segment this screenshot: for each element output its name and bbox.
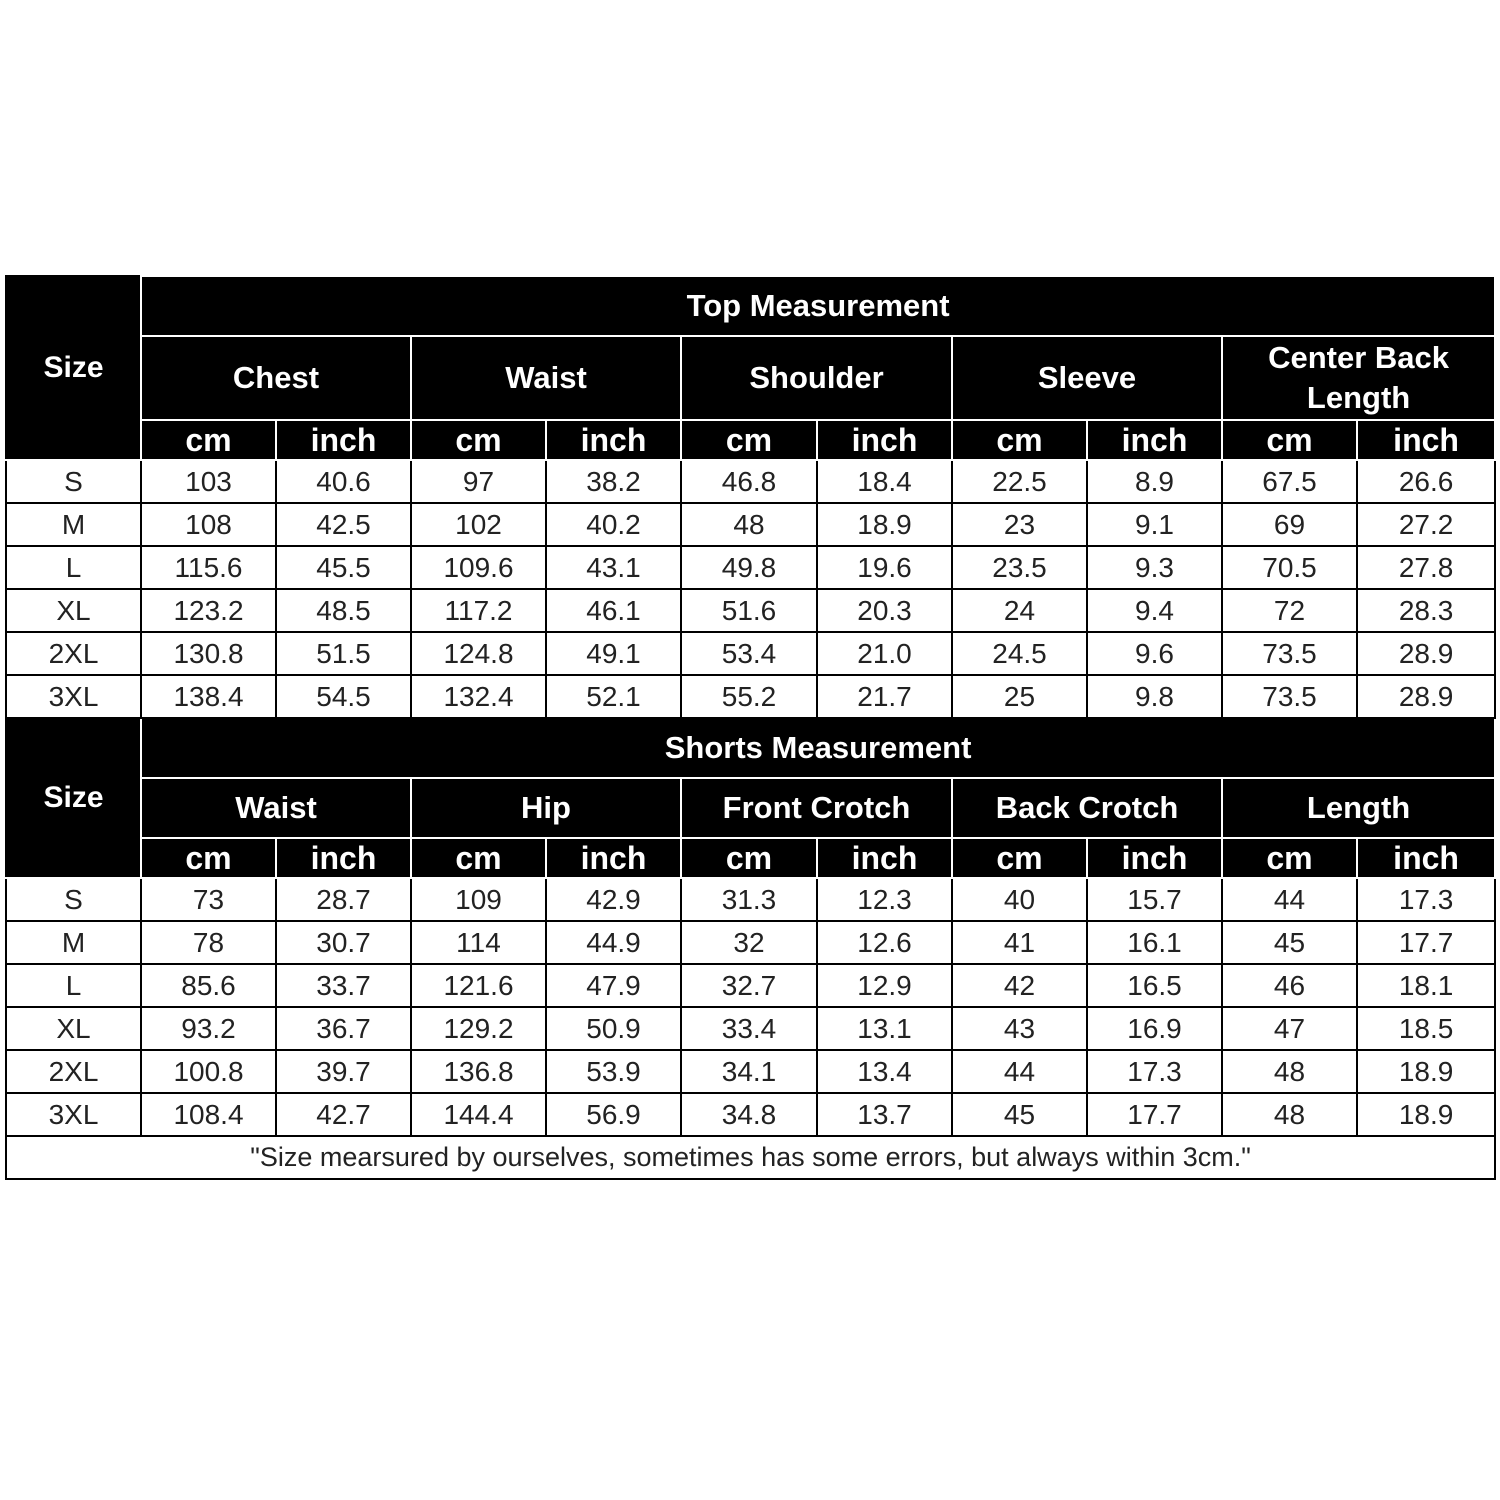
top-size-header: Size (6, 276, 141, 460)
value-cell: 93.2 (141, 1007, 276, 1050)
value-cell: 130.8 (141, 632, 276, 675)
value-cell: 49.8 (681, 546, 817, 589)
value-cell: 28.9 (1357, 675, 1495, 718)
top-measure-header: Chest (141, 336, 411, 420)
size-cell: XL (6, 589, 141, 632)
value-cell: 46 (1222, 964, 1357, 1007)
shorts-unit-header: inch (1357, 838, 1495, 878)
table-row (6, 1007, 1495, 1050)
value-cell: 44.9 (546, 921, 681, 964)
value-cell: 51.5 (276, 632, 411, 675)
value-cell: 115.6 (141, 546, 276, 589)
value-cell: 136.8 (411, 1050, 546, 1093)
value-cell: 42.9 (546, 878, 681, 921)
value-cell: 24 (952, 589, 1087, 632)
value-cell: 16.5 (1087, 964, 1222, 1007)
value-cell: 38.2 (546, 460, 681, 503)
value-cell: 44 (952, 1050, 1087, 1093)
value-cell: 28.9 (1357, 632, 1495, 675)
top-unit-header: cm (141, 420, 276, 460)
value-cell: 18.4 (817, 460, 952, 503)
size-chart-body (6, 276, 1495, 1179)
value-cell: 32 (681, 921, 817, 964)
top-unit-header: inch (1357, 420, 1495, 460)
value-cell: 21.0 (817, 632, 952, 675)
value-cell: 34.1 (681, 1050, 817, 1093)
value-cell: 45.5 (276, 546, 411, 589)
value-cell: 9.8 (1087, 675, 1222, 718)
table-row (6, 546, 1495, 589)
shorts-size-header: Size (6, 718, 141, 878)
table-row (6, 921, 1495, 964)
value-cell: 40.2 (546, 503, 681, 546)
top-title-row (6, 276, 1495, 336)
value-cell: 36.7 (276, 1007, 411, 1050)
value-cell: 48.5 (276, 589, 411, 632)
value-cell: 34.8 (681, 1093, 817, 1136)
value-cell: 9.1 (1087, 503, 1222, 546)
value-cell: 55.2 (681, 675, 817, 718)
value-cell: 109.6 (411, 546, 546, 589)
value-cell: 45 (952, 1093, 1087, 1136)
value-cell: 28.3 (1357, 589, 1495, 632)
value-cell: 26.6 (1357, 460, 1495, 503)
top-measure-header: Shoulder (681, 336, 952, 420)
shorts-unit-header: cm (681, 838, 817, 878)
size-cell: 2XL (6, 1050, 141, 1093)
shorts-unit-header: inch (276, 838, 411, 878)
value-cell: 48 (1222, 1050, 1357, 1093)
value-cell: 33.4 (681, 1007, 817, 1050)
value-cell: 40.6 (276, 460, 411, 503)
shorts-unit-header: cm (952, 838, 1087, 878)
shorts-unit-header: cm (411, 838, 546, 878)
value-cell: 117.2 (411, 589, 546, 632)
value-cell: 9.4 (1087, 589, 1222, 632)
size-cell: M (6, 503, 141, 546)
shorts-measure-header: Hip (411, 778, 681, 838)
value-cell: 53.4 (681, 632, 817, 675)
value-cell: 19.6 (817, 546, 952, 589)
value-cell: 144.4 (411, 1093, 546, 1136)
value-cell: 67.5 (1222, 460, 1357, 503)
top-section-title: Top Measurement (141, 276, 1495, 336)
top-measure-header: Center Back Length (1222, 336, 1495, 420)
top-unit-header: cm (1222, 420, 1357, 460)
value-cell: 33.7 (276, 964, 411, 1007)
value-cell: 23.5 (952, 546, 1087, 589)
value-cell: 73.5 (1222, 675, 1357, 718)
value-cell: 18.9 (817, 503, 952, 546)
value-cell: 25 (952, 675, 1087, 718)
value-cell: 21.7 (817, 675, 952, 718)
top-unit-header: inch (276, 420, 411, 460)
value-cell: 18.5 (1357, 1007, 1495, 1050)
table-row (6, 1050, 1495, 1093)
value-cell: 16.9 (1087, 1007, 1222, 1050)
value-cell: 20.3 (817, 589, 952, 632)
table-row (6, 675, 1495, 718)
top-unit-header: cm (681, 420, 817, 460)
value-cell: 12.3 (817, 878, 952, 921)
value-cell: 85.6 (141, 964, 276, 1007)
size-cell: 3XL (6, 1093, 141, 1136)
value-cell: 123.2 (141, 589, 276, 632)
table-row (6, 632, 1495, 675)
value-cell: 27.8 (1357, 546, 1495, 589)
value-cell: 12.9 (817, 964, 952, 1007)
value-cell: 13.7 (817, 1093, 952, 1136)
value-cell: 8.9 (1087, 460, 1222, 503)
value-cell: 108.4 (141, 1093, 276, 1136)
top-unit-row (6, 420, 1495, 460)
value-cell: 114 (411, 921, 546, 964)
value-cell: 13.4 (817, 1050, 952, 1093)
top-unit-header: inch (817, 420, 952, 460)
value-cell: 124.8 (411, 632, 546, 675)
value-cell: 54.5 (276, 675, 411, 718)
value-cell: 73 (141, 878, 276, 921)
shorts-unit-header: inch (817, 838, 952, 878)
value-cell: 22.5 (952, 460, 1087, 503)
size-cell: M (6, 921, 141, 964)
value-cell: 24.5 (952, 632, 1087, 675)
value-cell: 51.6 (681, 589, 817, 632)
value-cell: 46.8 (681, 460, 817, 503)
value-cell: 18.9 (1357, 1050, 1495, 1093)
value-cell: 132.4 (411, 675, 546, 718)
value-cell: 30.7 (276, 921, 411, 964)
size-cell: L (6, 546, 141, 589)
shorts-unit-header: cm (1222, 838, 1357, 878)
value-cell: 73.5 (1222, 632, 1357, 675)
value-cell: 17.3 (1357, 878, 1495, 921)
value-cell: 100.8 (141, 1050, 276, 1093)
value-cell: 69 (1222, 503, 1357, 546)
value-cell: 103 (141, 460, 276, 503)
table-row (6, 503, 1495, 546)
size-cell: L (6, 964, 141, 1007)
value-cell: 9.6 (1087, 632, 1222, 675)
value-cell: 53.9 (546, 1050, 681, 1093)
top-measure-header: Waist (411, 336, 681, 420)
value-cell: 12.6 (817, 921, 952, 964)
top-unit-header: cm (411, 420, 546, 460)
value-cell: 43.1 (546, 546, 681, 589)
value-cell: 27.2 (1357, 503, 1495, 546)
value-cell: 17.7 (1357, 921, 1495, 964)
value-cell: 56.9 (546, 1093, 681, 1136)
shorts-unit-row (6, 838, 1495, 878)
value-cell: 40 (952, 878, 1087, 921)
value-cell: 72 (1222, 589, 1357, 632)
size-cell: XL (6, 1007, 141, 1050)
value-cell: 42 (952, 964, 1087, 1007)
value-cell: 47.9 (546, 964, 681, 1007)
value-cell: 52.1 (546, 675, 681, 718)
table-row (6, 460, 1495, 503)
table-row (6, 964, 1495, 1007)
shorts-unit-header: inch (1087, 838, 1222, 878)
value-cell: 15.7 (1087, 878, 1222, 921)
value-cell: 97 (411, 460, 546, 503)
top-unit-header: cm (952, 420, 1087, 460)
shorts-section-title: Shorts Measurement (141, 718, 1495, 778)
value-cell: 42.5 (276, 503, 411, 546)
value-cell: 49.1 (546, 632, 681, 675)
shorts-measure-header: Back Crotch (952, 778, 1222, 838)
value-cell: 18.1 (1357, 964, 1495, 1007)
value-cell: 23 (952, 503, 1087, 546)
value-cell: 50.9 (546, 1007, 681, 1050)
size-cell: S (6, 878, 141, 921)
size-cell: 3XL (6, 675, 141, 718)
value-cell: 42.7 (276, 1093, 411, 1136)
value-cell: 138.4 (141, 675, 276, 718)
top-measure-row (6, 336, 1495, 420)
value-cell: 28.7 (276, 878, 411, 921)
size-cell: 2XL (6, 632, 141, 675)
value-cell: 121.6 (411, 964, 546, 1007)
value-cell: 48 (681, 503, 817, 546)
value-cell: 16.1 (1087, 921, 1222, 964)
shorts-measure-header: Length (1222, 778, 1495, 838)
value-cell: 17.3 (1087, 1050, 1222, 1093)
value-cell: 46.1 (546, 589, 681, 632)
value-cell: 32.7 (681, 964, 817, 1007)
shorts-unit-header: inch (546, 838, 681, 878)
value-cell: 129.2 (411, 1007, 546, 1050)
value-cell: 48 (1222, 1093, 1357, 1136)
shorts-measure-header: Front Crotch (681, 778, 952, 838)
value-cell: 102 (411, 503, 546, 546)
value-cell: 45 (1222, 921, 1357, 964)
value-cell: 39.7 (276, 1050, 411, 1093)
value-cell: 17.7 (1087, 1093, 1222, 1136)
top-measure-header: Sleeve (952, 336, 1222, 420)
value-cell: 41 (952, 921, 1087, 964)
top-unit-header: inch (1087, 420, 1222, 460)
shorts-title-row (6, 718, 1495, 778)
value-cell: 44 (1222, 878, 1357, 921)
top-unit-header: inch (546, 420, 681, 460)
table-row (6, 1093, 1495, 1136)
value-cell: 109 (411, 878, 546, 921)
measurement-note: "Size mearsured by ourselves, sometimes has some errors, but always within 3cm." (6, 1136, 1495, 1179)
value-cell: 43 (952, 1007, 1087, 1050)
value-cell: 18.9 (1357, 1093, 1495, 1136)
value-cell: 9.3 (1087, 546, 1222, 589)
value-cell: 108 (141, 503, 276, 546)
shorts-measure-row (6, 778, 1495, 838)
value-cell: 47 (1222, 1007, 1357, 1050)
value-cell: 31.3 (681, 878, 817, 921)
size-cell: S (6, 460, 141, 503)
table-row (6, 589, 1495, 632)
note-row (6, 1136, 1495, 1179)
value-cell: 78 (141, 921, 276, 964)
shorts-unit-header: cm (141, 838, 276, 878)
shorts-measure-header: Waist (141, 778, 411, 838)
table-row (6, 878, 1495, 921)
value-cell: 13.1 (817, 1007, 952, 1050)
value-cell: 70.5 (1222, 546, 1357, 589)
size-chart-table (5, 275, 1496, 1180)
